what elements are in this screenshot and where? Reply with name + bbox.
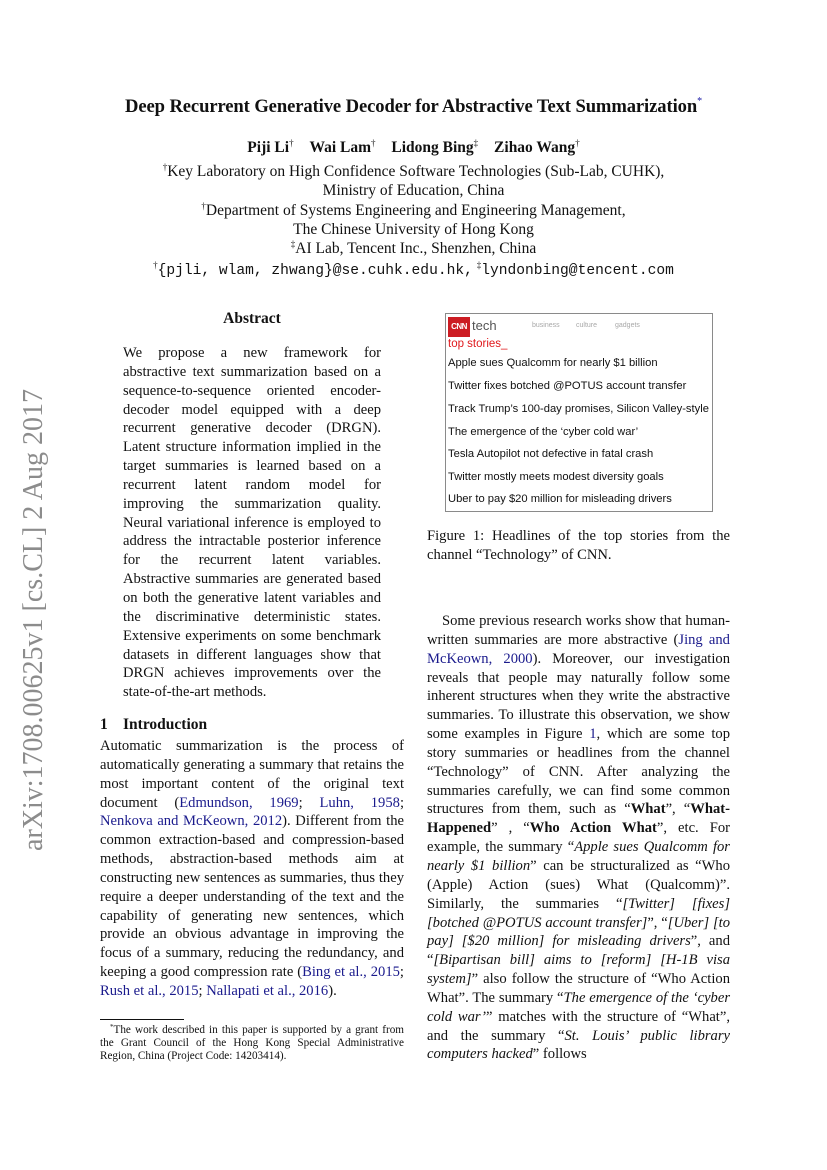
headline: Tesla Autopilot not defective in fatal crash	[448, 448, 654, 460]
author: Piji Li†	[247, 138, 294, 156]
section-heading-introduction: 1 Introduction	[100, 716, 208, 733]
footnote-rule	[100, 1019, 184, 1020]
headline: Apple sues Qualcomm for nearly $1 billion	[448, 357, 658, 369]
abstract-heading: Abstract	[223, 310, 281, 327]
headline: Twitter fixes botched @POTUS account transfer	[448, 380, 687, 392]
affiliation-3: ‡AI Lab, Tencent Inc., Shenzhen, China	[290, 239, 537, 257]
title-footnote-mark[interactable]: *	[697, 96, 702, 107]
paper-title-text: Deep Recurrent Generative Decoder for Abstractive Text Summarization	[125, 96, 698, 117]
headline: Track Trump’s 100-day promises, Silicon Valley-style	[448, 403, 709, 415]
author: Zihao Wang†	[494, 138, 580, 156]
arxiv-stamp: arXiv:1708.00625v1 [cs.CL] 2 Aug 2017	[18, 389, 49, 851]
figure-1-caption: Figure 1: Headlines of the top stories from the channel “Technology” of CNN.	[427, 528, 730, 563]
email-group-cuhk[interactable]: {pjli, wlam, zhwang}@se.cuhk.edu.hk,	[157, 263, 473, 279]
paper-title	[0, 96, 827, 118]
email-tencent[interactable]: lyndonbing@tencent.com	[481, 263, 674, 279]
author-emails: †{pjli, wlam, zhwang}@se.cuhk.edu.hk, ‡lyndonbing@tencent.com	[153, 260, 674, 279]
nav-business: business	[532, 322, 560, 329]
author: Wai Lam†	[309, 138, 376, 156]
introduction-paragraph-2: Some previous research works show that human-written summaries are more abstractive (Jing and McKeown, 2000). Moreover, our investigation reveals that people may naturally follow some inherent structures when they write the abstractive summaries. To illustrate this observation, we show some examples in Figure 1, which are some top story summaries or headlines from the channel “Technology” of CNN. After analyzing the summaries carefully, we can find some common structures from them, such as “What”, “What-Happened” , “Who Action What”, etc. For example, the summary “Apple sues Qualcomm for nearly $1 billion” can be structuralized as “Who (Apple) Action (sues) What (Qualcomm)”. Similarly, the summaries “[Twitter] [fixes] [botched @POTUS account transfer]”, “[Uber] [to pay] [$20 million] for misleading drivers”, and “[Bipartisan bill] aims to [reform] [H-1B visa system]” also follow the structure of “Who Action What”. The summary “The emergence of the ‘cyber cold war’” matches with the structure of “What”, and the summary “St. Louis’ public library computers hacked” follows	[427, 613, 731, 1063]
author: Lidong Bing‡	[391, 138, 479, 156]
footnote: *The work described in this paper is supported by a grant from the Grant Council of the Hong Kong Special Administrative Region, China (Project Code: 14203414).	[100, 1023, 404, 1063]
figure-1-cnn-headlines	[445, 313, 713, 512]
citation-link[interactable]: Nenkova and McKeown, 2012	[100, 813, 283, 830]
cnn-header	[448, 317, 708, 337]
figure-reference-link[interactable]: 1	[589, 726, 597, 743]
author-list	[0, 138, 827, 157]
nav-culture: culture	[576, 322, 598, 329]
abstract-body	[123, 344, 381, 702]
citation-link[interactable]: Rush et al., 2015	[100, 982, 199, 999]
affiliation-1: †Key Laboratory on High Confidence Software Technologies (Sub-Lab, CUHK), Ministry of Education, China	[162, 162, 665, 200]
nav-gadgets: gadgets	[615, 322, 640, 329]
headline: Uber to pay $20 million for misleading drivers	[448, 493, 672, 505]
section-label: top stories_	[448, 338, 508, 350]
cnn-logo-icon: CNN	[448, 317, 470, 337]
citation-link[interactable]: Edmundson, 1969	[179, 794, 299, 811]
affiliation-2: †Department of Systems Engineering and Engineering Management, The Chinese University of Hong Kong	[201, 201, 626, 239]
abstract-text: We propose a new framework for abstractive text summarization based on a sequence-to-sequence oriented encoder-decoder model equipped with a deep recurrent generative decoder (DRGN). Latent structure information implied in the target summaries is learned based on a recurrent latent random model for improving the summarization quality. Neural variational inference is employed to address the intractable posterior inference for the recurrent latent variables. Abstractive summaries are generated based on both the generative latent variables and the discriminative deterministic states. Extensive experiments on some benchmark datasets in different languages show that DRGN achieves improvements over the state-of-the-art methods.	[123, 345, 381, 701]
citation-link[interactable]: Nallapati et al., 2016	[206, 982, 329, 999]
introduction-paragraph-1: Automatic summarization is the process of automatically generating a summary that retains the most important content of the original text document (Edmundson, 1969; Luhn, 1958; Nenkova and McKeown, 2012). Different from the common extraction-based and compression-based methods, abstraction-based methods aim at constructing new sentences as summaries, thus they require a deeper understanding of the text and the capability of generating new sentences, which provide an obvious advantage in improving the focus of a summary, reducing the redundancy, and keeping a good compression rate (Bing et al., 2015; Rush et al., 2015; Nallapati et al., 2016).	[100, 738, 405, 999]
headline: The emergence of the ‘cyber cold war’	[448, 426, 639, 438]
citation-link[interactable]: Bing et al., 2015	[302, 964, 400, 981]
cnn-brand: tech	[472, 318, 497, 333]
citation-link[interactable]: Jing and McKeown, 2000	[427, 631, 730, 667]
citation-link[interactable]: Luhn, 1958	[319, 794, 400, 811]
headline: Twitter mostly meets modest diversity goals	[448, 471, 664, 483]
